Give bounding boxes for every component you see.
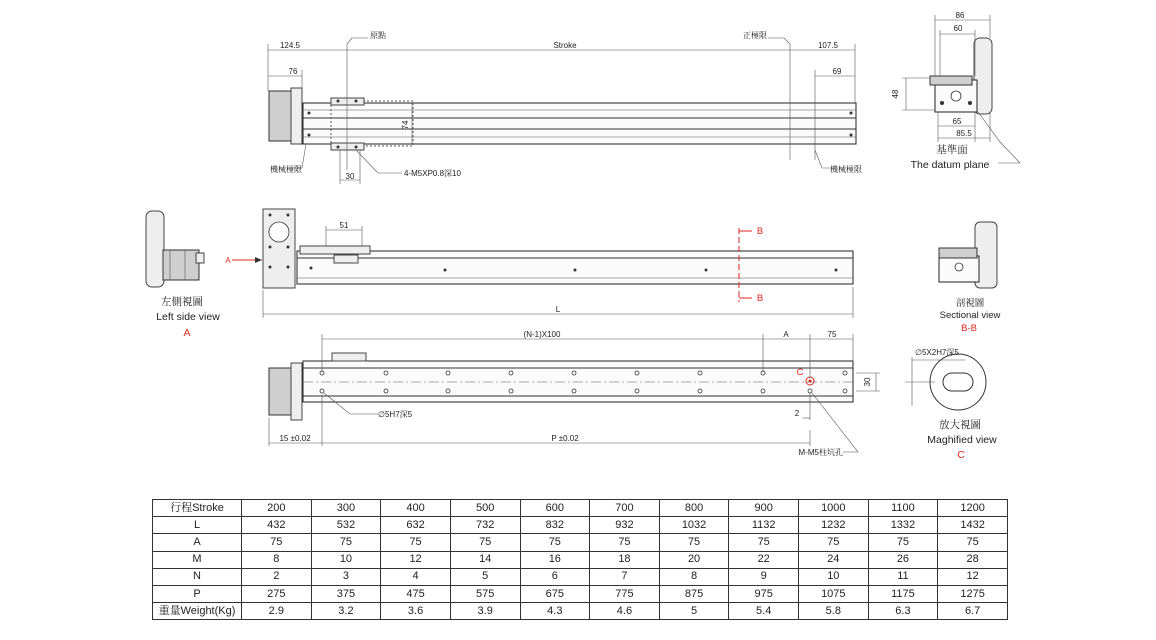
left-view-tag: A: [183, 327, 191, 339]
spec-table-body: [153, 500, 1008, 620]
table-cell: 75: [520, 534, 590, 551]
table-cell: 1132: [729, 517, 799, 534]
table-cell: 400: [381, 500, 451, 517]
label-mech-limit-left: 機械極限: [270, 165, 302, 174]
table-cell: 1075: [799, 585, 869, 602]
table-cell: 275: [242, 585, 312, 602]
side-rail-body: [297, 251, 853, 284]
table-cell: 2.9: [242, 603, 312, 620]
table-cell: 9: [729, 568, 799, 585]
table-cell: 2: [242, 568, 312, 585]
left-view-motor: [163, 250, 199, 280]
table-cell: 1100: [868, 500, 938, 517]
table-cell: 900: [729, 500, 799, 517]
table-cell: 10: [311, 551, 381, 568]
dim-pitch: (N-1)X100: [523, 330, 561, 339]
table-row: [153, 568, 1008, 585]
dim-65: 65: [952, 117, 962, 126]
table-cell: 10: [799, 568, 869, 585]
table-row-header: N: [153, 568, 242, 585]
section-title-en: Sectional view: [939, 310, 1001, 321]
dim-60: 60: [953, 24, 963, 33]
table-row-header: 行程Stroke: [153, 500, 242, 517]
table-cell: 6: [520, 568, 590, 585]
table-cell: 18: [590, 551, 660, 568]
dim-L: L: [555, 305, 561, 314]
dim-A: A: [783, 330, 789, 339]
table-cell: 16: [520, 551, 590, 568]
top-carriage-plate: [331, 98, 364, 105]
table-cell: 24: [799, 551, 869, 568]
table-cell: 75: [381, 534, 451, 551]
table-cell: 12: [381, 551, 451, 568]
table-cell: 11: [868, 568, 938, 585]
table-cell: 8: [659, 568, 729, 585]
table-cell: 1200: [938, 500, 1008, 517]
magnified-hole-note: ∅5X2H7深5: [915, 348, 959, 357]
sectional-view: [939, 222, 1000, 334]
table-cell: 532: [311, 517, 381, 534]
table-cell: 4.3: [520, 603, 590, 620]
table-cell: 75: [868, 534, 938, 551]
table-cell: 1232: [799, 517, 869, 534]
table-cell: 20: [659, 551, 729, 568]
table-cell: 1432: [938, 517, 1008, 534]
label-mech-limit-right: 機械極限: [830, 165, 862, 174]
table-cell: 1032: [659, 517, 729, 534]
table-cell: 1175: [868, 585, 938, 602]
section-title-cn: 剖視圖: [955, 298, 985, 309]
datum-label-cn: 基準面: [936, 144, 968, 156]
table-cell: 3: [311, 568, 381, 585]
table-cell: 632: [381, 517, 451, 534]
counterbore-note: M-M5柱坑孔: [798, 448, 843, 457]
table-cell: 3.9: [450, 603, 520, 620]
table-cell: 75: [450, 534, 520, 551]
side-motor-flange: [263, 209, 295, 288]
bottom-view: [269, 330, 880, 457]
top-motor-flange: [291, 88, 302, 144]
cut-b-top: B: [756, 226, 764, 237]
table-cell: 575: [450, 585, 520, 602]
dim-48: 48: [891, 89, 900, 99]
table-cell: 800: [659, 500, 729, 517]
cut-b-bottom: B: [756, 293, 764, 304]
table-row: [153, 603, 1008, 620]
table-cell: 7: [590, 568, 660, 585]
table-row-header: A: [153, 534, 242, 551]
table-cell: 75: [938, 534, 1008, 551]
table-row-header: 重量Weight(Kg): [153, 603, 242, 620]
table-row: [153, 551, 1008, 568]
dim-76: 76: [288, 67, 298, 76]
table-cell: 975: [729, 585, 799, 602]
table-row-header: L: [153, 517, 242, 534]
table-row: [153, 517, 1008, 534]
dim-69: 69: [832, 67, 842, 76]
detail-c-marker: C: [796, 367, 804, 378]
end-view-carriage: [930, 76, 972, 85]
table-row-header: M: [153, 551, 242, 568]
table-cell: 4.6: [590, 603, 660, 620]
datum-label-en: The datum plane: [910, 159, 990, 171]
table-cell: 22: [729, 551, 799, 568]
arrow-a-label: A: [225, 256, 231, 265]
dim-86: 86: [955, 11, 965, 20]
dim-stroke: Stroke: [553, 41, 577, 50]
table-cell: 732: [450, 517, 520, 534]
table-cell: 500: [450, 500, 520, 517]
table-cell: 200: [242, 500, 312, 517]
label-origin: 原點: [370, 31, 386, 40]
left-view-cover: [146, 211, 164, 287]
table-cell: 1000: [799, 500, 869, 517]
table-cell: 3.6: [381, 603, 451, 620]
side-view: [225, 209, 853, 318]
table-cell: 300: [311, 500, 381, 517]
table-cell: 5.4: [729, 603, 799, 620]
table-cell: 5.8: [799, 603, 869, 620]
label-tap-note: 4-M5XP0.8深10: [404, 169, 461, 178]
dim-74: 74: [401, 120, 410, 130]
table-row: [153, 500, 1008, 517]
table-cell: 75: [659, 534, 729, 551]
dim-85-5: 85.5: [956, 129, 972, 138]
top-rail-body: [303, 103, 856, 144]
magnified-tag: C: [957, 449, 965, 461]
table-cell: 432: [242, 517, 312, 534]
left-view-title-en: Left side view: [156, 311, 220, 323]
table-cell: 1332: [868, 517, 938, 534]
table-row: [153, 534, 1008, 551]
table-cell: 375: [311, 585, 381, 602]
magnified-view: [905, 348, 997, 461]
dim-124-5: 124.5: [279, 41, 301, 50]
dim-30-bottom: 30: [863, 377, 872, 387]
table-cell: 3.2: [311, 603, 381, 620]
table-cell: 75: [799, 534, 869, 551]
table-cell: 75: [242, 534, 312, 551]
left-view-title-cn: 左側視圖: [161, 296, 203, 308]
table-cell: 700: [590, 500, 660, 517]
table-cell: 775: [590, 585, 660, 602]
dim-2: 2: [794, 409, 800, 418]
table-cell: 6.7: [938, 603, 1008, 620]
table-row: [153, 585, 1008, 602]
hole-note-5h7: ∅5H7深5: [378, 410, 413, 419]
table-cell: 8: [242, 551, 312, 568]
label-positive-limit: 正極限: [743, 31, 767, 40]
table-cell: 75: [311, 534, 381, 551]
table-cell: 75: [729, 534, 799, 551]
table-cell: 1275: [938, 585, 1008, 602]
dim-P: P ±0.02: [551, 434, 579, 443]
section-tag: B-B: [961, 323, 977, 334]
table-cell: 932: [590, 517, 660, 534]
table-cell: 5: [659, 603, 729, 620]
dim-15: 15 ±0.02: [279, 434, 311, 443]
table-cell: 6.3: [868, 603, 938, 620]
magnified-title-en: Maghified view: [927, 434, 997, 446]
spec-table: [152, 499, 1008, 620]
table-cell: 12: [938, 568, 1008, 585]
table-cell: 675: [520, 585, 590, 602]
table-cell: 875: [659, 585, 729, 602]
top-view: [268, 30, 862, 184]
magnified-title-cn: 放大視圖: [939, 419, 981, 431]
table-cell: 600: [520, 500, 590, 517]
dim-107-5: 107.5: [817, 41, 839, 50]
table-cell: 832: [520, 517, 590, 534]
dim-30: 30: [345, 172, 355, 181]
table-cell: 28: [938, 551, 1008, 568]
table-cell: 14: [450, 551, 520, 568]
table-cell: 75: [590, 534, 660, 551]
dim-75: 75: [827, 330, 837, 339]
table-cell: 5: [450, 568, 520, 585]
table-row-header: P: [153, 585, 242, 602]
dim-51: 51: [339, 221, 349, 230]
side-carriage: [300, 246, 370, 254]
left-side-view: [146, 211, 220, 339]
end-view: [891, 11, 1020, 171]
table-cell: 4: [381, 568, 451, 585]
table-cell: 475: [381, 585, 451, 602]
table-cell: 26: [868, 551, 938, 568]
